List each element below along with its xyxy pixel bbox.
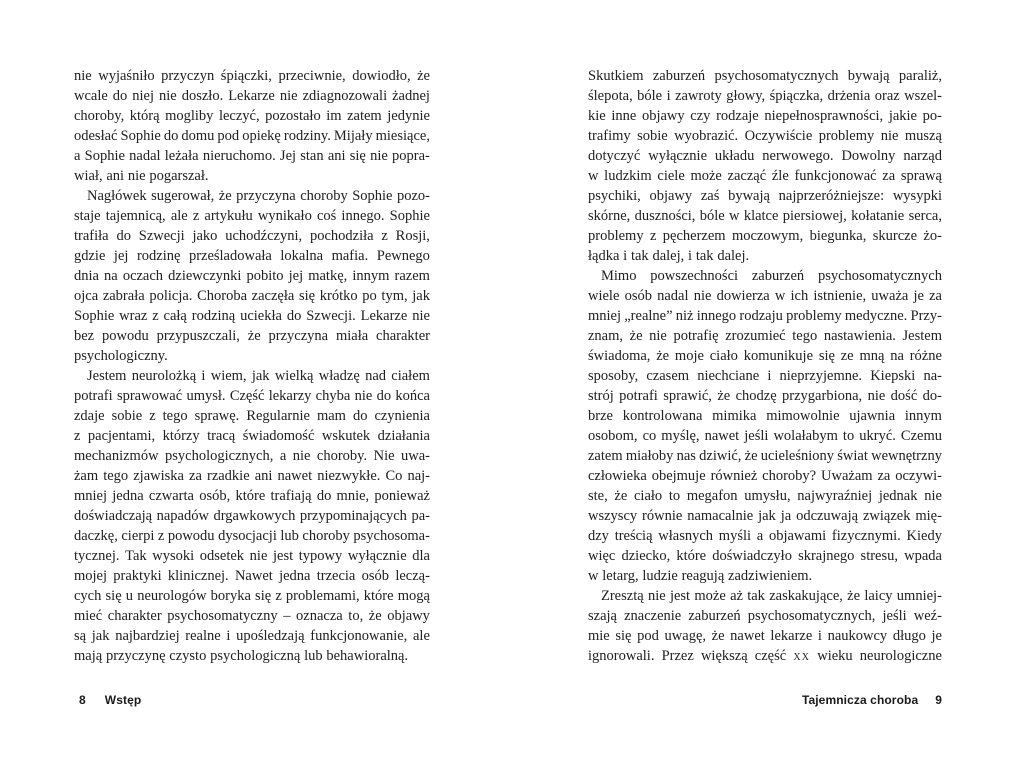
text-line: psychologiczny. (74, 348, 168, 364)
text-line: więc dziecko, które doświadczyło skrajnego stresu, wpada (588, 548, 942, 564)
left-page-number: 8 (79, 693, 86, 707)
text-line: trafimy sobie wyobrazić. Oczywiście problemy nie muszą (588, 128, 942, 144)
left-page-footer (79, 693, 141, 707)
text-line: Zresztą nie jest może aż tak zaskakujące, że laicy umniej- (601, 588, 942, 604)
left-section-title: Wstęp (104, 693, 142, 707)
text-line: mieć charakter psychosomatyczny – oznacza to, że objawy (74, 608, 430, 624)
text-line: staje tajemnicą, ale z artykułu wynikało coś innego. Sophie (74, 208, 430, 224)
text-line: świadoma, że moje ciało komunikuje się ze mną na różne (588, 348, 942, 364)
left-page-text (74, 66, 430, 666)
text-line: doświadczają napadów drgawkowych przypominających pa- (74, 508, 430, 524)
text-line: łądka i tak dalej, i tak dalej. (588, 248, 750, 264)
text-line: mechanizmów psychologicznych, a nie choroby. Nie uwa- (74, 448, 430, 464)
text-line: Skutkiem zaburzeń psychosomatycznych bywają paraliż, (588, 68, 942, 84)
text-line: znam, że nie potrafię zrozumieć tego nastawienia. Jestem (588, 328, 942, 344)
text-line: wszyscy równie namacalnie jak ja odczuwają związek mię- (588, 508, 942, 524)
text-line: psychiki, objawy zaś bywają najprzeróżniejsze: wysypki (588, 188, 942, 204)
text-line: gdzie jej rodzinę prześladowała lokalna mafia. Pewnego (74, 248, 430, 264)
text-line: Mimo powszechności zaburzeń psychosomatycznych (601, 268, 942, 284)
text-line: sposoby, czasem niechciane i nieprzyjemne. Kiepski na- (588, 368, 942, 384)
text-line: są jak najbardziej realne i upośledzają funkcjonowanie, ale (74, 628, 430, 644)
text-line: ślepota, bóle i zawroty głowy, śpiączka, drżenia oraz wszel- (588, 88, 942, 104)
text-line: skórne, duszności, bóle w klatce piersiowej, kołatanie serca, (588, 208, 942, 224)
text-line: osobom, co myślę, nawet jeśli wolałabym to ukryć. Czemu (588, 428, 942, 444)
text-line: dotyczyć wyłącznie układu nerwowego. Dowolny narząd (588, 148, 942, 164)
text-line: choroby, którą mogliby leczyć, pozostało im zatem jedynie (74, 108, 430, 124)
text-line: żam tego zjawiska za rzadkie ani nawet niezwykłe. Co naj- (74, 468, 430, 484)
text-line: mojej praktyki klinicznej. Nawet jedna trzecia osób leczą- (74, 568, 430, 584)
text-line: wiele osób nadal nie dowierza w ich istnienie, uważa je za (588, 288, 942, 304)
text-line: Jestem neurolożką i wiem, jak wielką władzę nad ciałem (87, 368, 430, 384)
right-section-title: Tajemnicza choroba (801, 693, 919, 707)
text-line: w ludzkim ciele może zacząć źle funkcjonować za sprawą (588, 168, 942, 184)
right-page-number: 9 (935, 693, 942, 707)
text-line: zdaje sobie z tego sprawę. Regularnie mam do czynienia (74, 408, 430, 424)
text-line: dnia na oczach dziewczynki pobito jej matkę, innym razem (74, 268, 430, 284)
text-line: zatem miałoby nas dziwić, że ucieleśniony świat wewnętrzny (588, 448, 942, 464)
text-line: brze kontrolowana mimika mimowolnie ujawnia innym (588, 408, 942, 424)
text-line: potrafi sprawować umysł. Część lekarzy chyba nie do końca (74, 388, 430, 404)
text-line: mie się pod uwagę, że nawet lekarze i naukowcy długo je (588, 628, 942, 644)
text-line: ste, że ciało to megafon umysłu, najwyraźniej jednak nie (588, 488, 942, 504)
text-line: w letarg, ludzie reagują zadziwieniem. (588, 568, 813, 584)
text-line: ojca zabrała policja. Choroba zaczęła się krótko po tym, jak (74, 288, 430, 304)
text-line: mniej „realne” niż innego rodzaju problemy medyczne. Przy- (588, 308, 942, 324)
text-line: daczkę, cierpi z powodu dysocjacji lub choroby psychosoma- (74, 528, 430, 544)
text-line: mają przyczynę czysto psychologiczną lub behawioralną. (74, 648, 409, 664)
text-line: a Sophie nadal leżała nieruchomo. Jej stan ani się nie popra- (74, 148, 430, 164)
text-line: ignorowali. Przez większą część xx wieku neurologiczne (588, 648, 942, 664)
text-line: problemy z pęcherzem moczowym, biegunka, skurcze żo- (588, 228, 942, 244)
text-line: wiał, ani nie pogarszał. (74, 168, 209, 184)
text-line: Nagłówek sugerował, że przyczyna choroby Sophie pozo- (87, 188, 430, 204)
text-line: bez powodu przypuszczali, że przyczyna miała charakter (74, 328, 430, 344)
text-line: człowieka obejmuje również choroby? Uważam za oczywi- (588, 468, 942, 484)
text-line: dzy treścią własnych myśli a objawami fizycznymi. Kiedy (588, 528, 942, 544)
text-line: odesłać Sophie do domu pod opiekę rodziny. Mijały miesiące, (74, 128, 430, 144)
text-line: mniej jedna czwarta osób, które trafiają do mnie, ponieważ (74, 488, 430, 504)
right-page-footer (588, 693, 942, 707)
text-line: wcale do niej nie doszło. Lekarze nie zdiagnozowali żadnej (74, 88, 430, 104)
text-line: z pacjentami, którzy tracą świadomość wskutek działania (74, 428, 430, 444)
text-line: trafiła do Szwecji jako uchodźczyni, pochodziła z Rosji, (74, 228, 430, 244)
text-line: Sophie wraz z całą rodziną uciekła do Szwecji. Lekarze nie (74, 308, 430, 324)
right-page-text (588, 66, 942, 666)
text-line: nie wyjaśniło przyczyn śpiączki, przeciwnie, dowiodło, że (74, 68, 430, 84)
text-line: cych się u neurologów boryka się z problemami, które mogą (74, 588, 430, 604)
text-line: kie inne objawy czy rodzaje niepełnosprawności, jakie po- (588, 108, 942, 124)
text-line: szają znaczenie zaburzeń psychosomatycznych, jeśli weź- (588, 608, 942, 624)
text-line: tycznej. Tak wysoki odsetek nie jest typowy wyłącznie dla (74, 548, 430, 564)
text-line: strój potrafi sprawić, że chodzę przygarbiona, nie dość do- (588, 388, 942, 404)
